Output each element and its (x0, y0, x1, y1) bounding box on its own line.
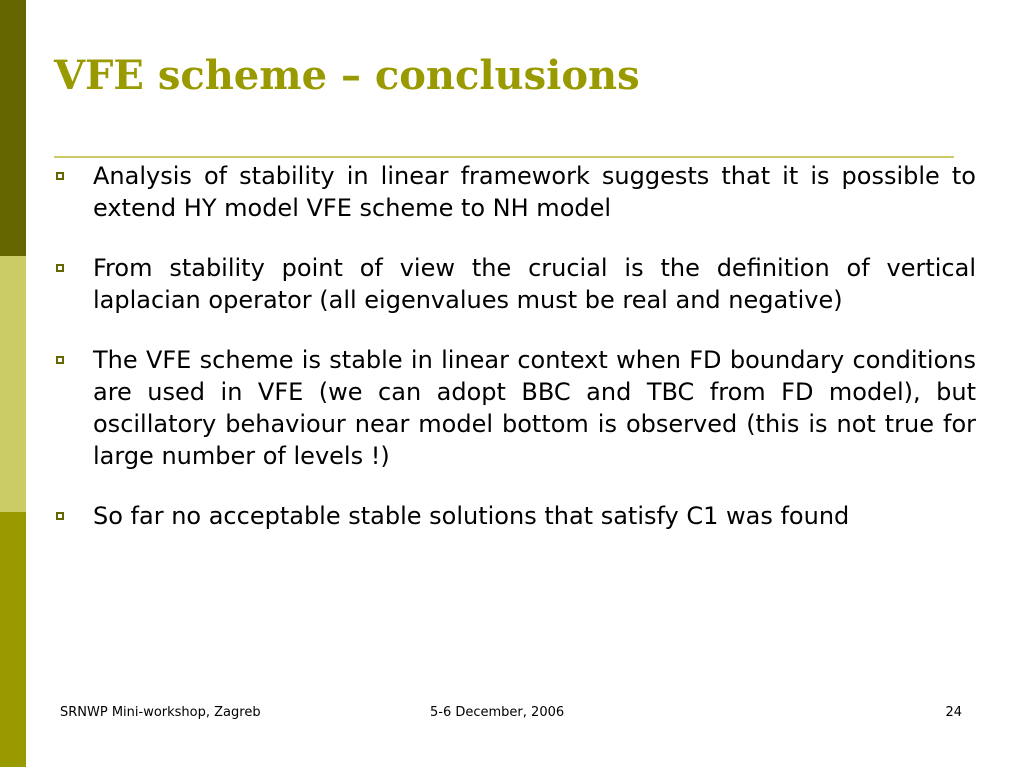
side-bar-middle (0, 256, 26, 512)
bullet-list (54, 160, 976, 560)
title-rule (54, 156, 954, 158)
bullet-text: So far no acceptable stable solutions that satisfy C1 was found (93, 502, 850, 530)
bullet-text: From stability point of view the crucial is the definition of vertical laplacian operator (all eigenvalues must be real and negative) (93, 254, 976, 314)
side-bar-bottom (0, 512, 26, 767)
square-bullet-icon (56, 172, 64, 180)
side-bar-top (0, 0, 26, 256)
bullet-item (54, 344, 976, 472)
bullet-text: Analysis of stability in linear framework suggests that it is possible to extend HY model VFE scheme to NH model (93, 162, 976, 222)
bullet-item (54, 500, 976, 532)
footer-event: SRNWP Mini-workshop, Zagreb (60, 705, 261, 720)
footer-date: 5-6 December, 2006 (430, 705, 565, 720)
bullet-text: The VFE scheme is stable in linear context when FD boundary conditions are used in VFE (we can adopt BBC and TBC from FD model), but oscillatory behaviour near model bottom is observed (this is not true for large number of levels !) (93, 346, 976, 470)
bullet-item (54, 160, 976, 224)
square-bullet-icon (56, 264, 64, 272)
bullet-item (54, 252, 976, 316)
square-bullet-icon (56, 512, 64, 520)
slide-title: VFE scheme – conclusions (54, 52, 640, 99)
square-bullet-icon (56, 356, 64, 364)
footer-page-number: 24 (945, 705, 962, 720)
